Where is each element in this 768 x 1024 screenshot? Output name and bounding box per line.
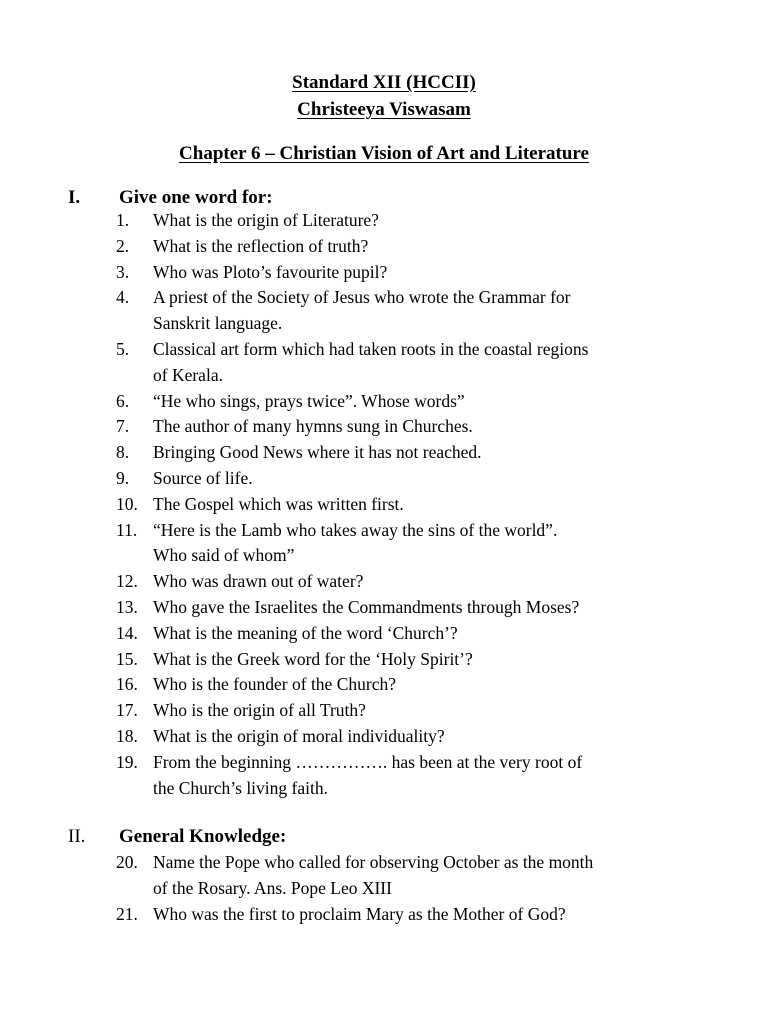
question-text: What is the meaning of the word ‘Church’? — [153, 622, 458, 643]
question-text: Who gave the Israelites the Commandments through Moses? — [153, 597, 580, 617]
question-number: 20. — [116, 852, 138, 872]
question-number: 12. — [116, 571, 138, 592]
section-1-number: I. — [68, 187, 81, 208]
question-number: 11. — [116, 519, 138, 540]
question-number: 19. — [116, 751, 138, 772]
question-number: 10. — [116, 493, 138, 514]
standard-title: Standard XII (HCCII) — [292, 72, 476, 93]
question-text: “He who sings, prays twice”. Whose words” — [153, 390, 465, 411]
section-2-title: General Knowledge: — [119, 826, 287, 847]
question-number: 15. — [116, 648, 138, 669]
question-number: 2. — [116, 235, 130, 256]
question-number: 5. — [116, 339, 130, 359]
question-text: What is the origin of moral individuality? — [153, 726, 445, 746]
question-number: 18. — [116, 726, 138, 746]
question-text: Who was Ploto’s favourite pupil? — [153, 261, 388, 282]
question-text: Who is the founder of the Church? — [153, 674, 396, 695]
question-text: Bringing Good News where it has not reached. — [153, 442, 482, 463]
question-text: The author of many hymns sung in Churches. — [153, 416, 473, 437]
section-1-title: Give one word for: — [119, 187, 273, 208]
question-number: 4. — [116, 287, 130, 308]
question-text: Who was drawn out of water? — [153, 571, 364, 592]
question-number: 21. — [116, 903, 138, 924]
section-2-number: II. — [68, 826, 86, 847]
question-number: 6. — [116, 390, 130, 411]
question-text: the Church’s living faith. — [153, 777, 328, 798]
subject-title: Christeeya Viswasam — [297, 99, 471, 120]
question-number: 7. — [116, 416, 130, 437]
question-number: 9. — [116, 468, 130, 488]
question-text: Who was the first to proclaim Mary as the Mother of God? — [153, 903, 566, 924]
question-text: What is the origin of Literature? — [153, 210, 379, 230]
question-text: Classical art form which had taken roots in the coastal regions — [153, 339, 589, 359]
question-text: What is the reflection of truth? — [153, 235, 369, 256]
question-number: 3. — [116, 261, 130, 282]
question-number: 1. — [116, 210, 130, 230]
question-number: 16. — [116, 674, 138, 695]
question-text: of the Rosary. Ans. Pope Leo XIII — [153, 877, 392, 898]
question-text: The Gospel which was written first. — [153, 493, 404, 514]
question-text: Who said of whom” — [153, 545, 295, 566]
question-text: Who is the origin of all Truth? — [153, 700, 366, 721]
question-number: 8. — [116, 442, 130, 463]
question-number: 14. — [116, 622, 138, 643]
question-number: 13. — [116, 597, 138, 617]
question-text: From the beginning ……………. has been at the very root of — [153, 751, 583, 772]
question-text: What is the Greek word for the ‘Holy Spirit’? — [153, 648, 473, 669]
question-text: A priest of the Society of Jesus who wrote the Grammar for — [153, 287, 571, 308]
question-text: “Here is the Lamb who takes away the sins of the world”. — [153, 519, 558, 540]
chapter-title: Chapter 6 – Christian Vision of Art and Literature — [179, 143, 589, 164]
question-text: Source of life. — [153, 468, 253, 488]
question-text: of Kerala. — [153, 364, 223, 385]
question-text: Sanskrit language. — [153, 313, 283, 334]
question-number: 17. — [116, 700, 138, 721]
question-text: Name the Pope who called for observing October as the month — [153, 852, 594, 872]
